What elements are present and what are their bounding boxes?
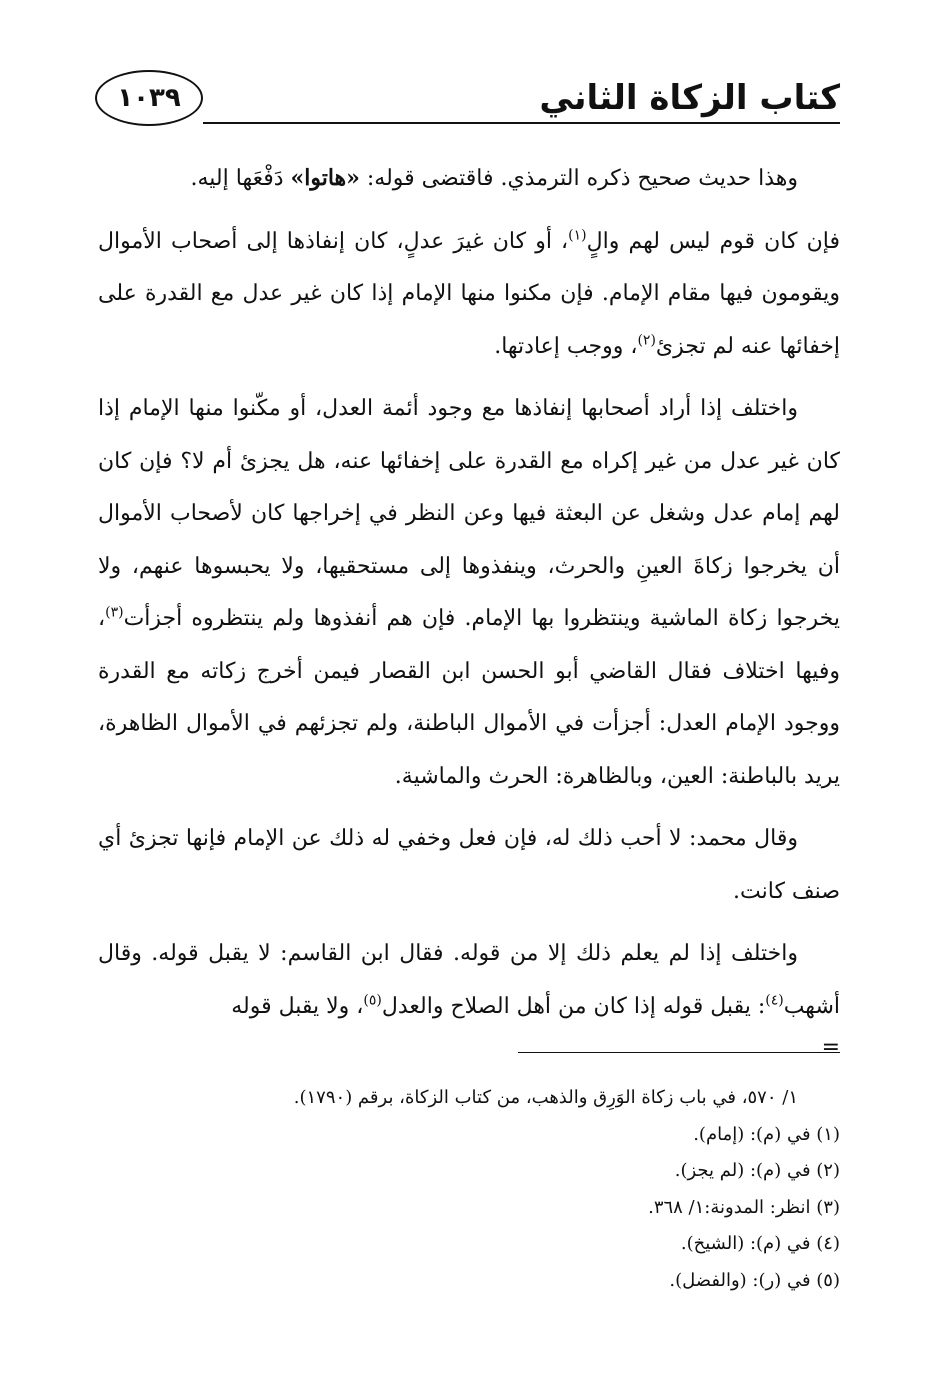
footnote-ref-3: (٣) (105, 604, 124, 621)
footnote-1: (١) في (م): (إمام). (693, 1123, 840, 1145)
footnote-3: (٣) انظر: المدونة:١/ ٣٦٨. (648, 1196, 840, 1218)
page-number-badge (95, 70, 203, 126)
paragraph-5: واختلف إذا لم يعلم ذلك إلا من قوله. فقال ابن القاسم: لا يقبل قوله. وقال أشهب$^{(٤)}$: يقبل قوله إذا كان من أهل الصلاح والعدل$^{(٥)}$، ولا يقبل قوله (98, 941, 840, 1019)
footnote-ref-2: (٢) (637, 332, 656, 349)
main-text (98, 152, 840, 1043)
page-number: ١٠٣٩ (117, 83, 181, 113)
continuation-mark: = (821, 1035, 840, 1060)
footnote-ref-5: (٥) (363, 992, 382, 1009)
footnote-ref-1: (١) (568, 227, 587, 244)
paragraph-2: فإن كان قوم ليس لهم والٍ$^{(١)}$، أو كان غيرَ عدلٍ، كان إنفاذها إلى أصحاب الأموال ويقومون فيها مقام الإمام. فإن مكنوا منها الإمام إذا كان غير عدل مع القدرة على إخفائها عنه لم تجزئ$^{(٢)}$، ووجب إعادتها. (98, 227, 840, 359)
paragraph-3: واختلف إذا أراد أصحابها إنفاذها مع وجود أئمة العدل، أو مكّنوا منها الإمام إذا كان غير عدل من غير إكراه مع القدرة على إخفائها عنه، هل يجزئ أم لا؟ فإن كان لهم إمام عدل وشغل عن البعثة فيها وعن النظر في إخراجها كان لأصحاب الأموال أن يخرجوا زكاةَ العينِ والحرث، وينفذوها إلى مستحقيها، ولا يحبسوها عنهم، ولا يخرجوا زكاة الماشية وينتظروا بها الإمام. فإن هم أنفذوها ولم ينتظروه أجزأت$^{(٣)}$، وفيها اختلاف فقال القاضي أبو الحسن ابن القصار فيمن أخرج زكاته مع القدرة ووجود الإمام العدل: أجزأت في الأموال الباطنة، ولم تجزئهم في الأموال الظاهرة، يريد بالباطنة: العين، وبالظاهرة: الحرث والماشية. (98, 396, 840, 789)
footnote-2: (٢) في (م): (لم يجز). (674, 1160, 840, 1181)
footnote-ref-4: (٤) (765, 992, 784, 1009)
footnote-separator (518, 1052, 840, 1053)
page-header (95, 70, 840, 130)
hadith-quote: «هاتوا» (290, 165, 360, 191)
paragraph-4: وقال محمد: لا أحب ذلك له، فإن فعل وخفي له ذلك عن الإمام فإنها تجزئ أي صنف كانت. (98, 826, 840, 904)
footnote-4: (٤) في (م): (الشيخ). (680, 1233, 840, 1254)
footnotes (140, 1080, 840, 1299)
footnote-carryover: ١/ ٥٧٠، في باب زكاة الوَرِق والذهب، من كتاب الزكاة، برقم (١٧٩٠). (293, 1087, 798, 1108)
header-rule (203, 122, 840, 124)
book-title: كتاب الزكاة الثاني (539, 78, 840, 118)
paragraph-1: وهذا حديث صحيح ذكره الترمذي. فاقتضى قوله: «هاتوا» دَفْعَها إليه. (190, 165, 798, 191)
footnote-5: (٥) في (ر): (والفضل). (669, 1269, 840, 1291)
